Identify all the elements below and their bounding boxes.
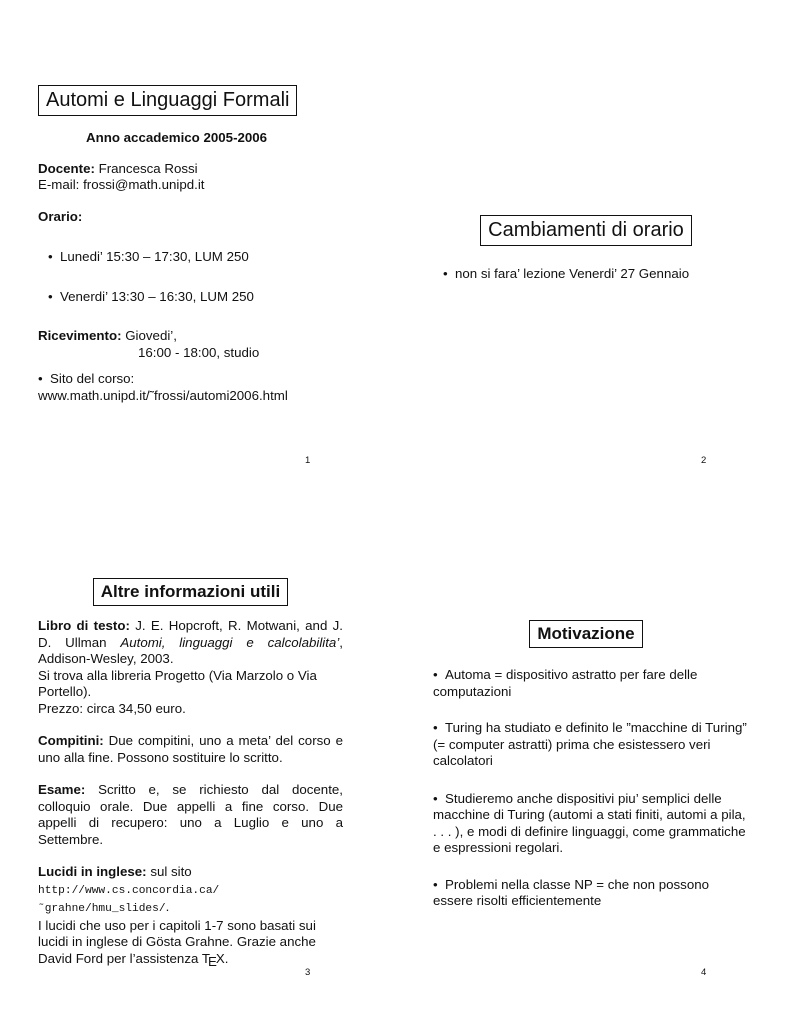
libro-paragraph: Libro di testo: J. E. Hopcroft, R. Motwani, and J. D. Ullman Automi, linguaggi e calcolabilita’, Addison-Wesley, 2003. xyxy=(38,618,343,666)
libro-title: Automi, linguaggi e calcolabilita’ xyxy=(120,634,340,650)
docente-label: Docente: xyxy=(38,160,95,176)
motivazione-item-2: • Turing ha studiato e definito le ”macchine di Turing” (= computer astratti) prima che esistessero veri calcolatori xyxy=(433,720,747,768)
orario-item-2: • Venerdi’ 13:30 – 16:30, LUM 250 xyxy=(48,288,254,304)
ricevimento-time: 16:00 - 18:00, studio xyxy=(138,344,260,360)
slide-3 xyxy=(38,578,343,967)
ricevimento-label: Ricevimento: xyxy=(38,328,122,343)
slide-4-title: Motivazione xyxy=(529,620,642,648)
ricevimento-day: Giovedi’, xyxy=(125,328,177,343)
motivazione-item-3: • Studieremo anche dispositivi piu’ semplici delle macchine di Turing (automi a stati finiti, automi a pila, . . . ), e modi di definire linguaggi, come grammatiche e espressioni regolari. xyxy=(433,790,746,855)
bullet-icon: • xyxy=(48,249,53,264)
slide-4 xyxy=(433,620,749,910)
bullet-icon: • xyxy=(433,667,438,682)
page-number-3: 3 xyxy=(305,967,311,978)
ricevimento-line xyxy=(38,328,343,345)
bullet-icon: • xyxy=(38,371,43,386)
page-number-4: 4 xyxy=(701,967,707,978)
orario-label: Orario: xyxy=(38,208,83,224)
bullet-icon: • xyxy=(433,790,438,806)
slide-2-title: Cambiamenti di orario xyxy=(480,215,692,246)
bullet-icon: • xyxy=(433,720,438,735)
sito-line: • Sito del corso: xyxy=(38,371,135,386)
libro-where: Si trova alla libreria Progetto (Via Marzolo o Via Portello). xyxy=(38,667,317,699)
sito-url: www.math.unipd.it/˜frossi/automi2006.html xyxy=(38,387,288,403)
cambiamenti-item: • non si fara’ lezione Venerdi’ 27 Gennaio xyxy=(443,266,690,281)
motivazione-item-1: • Automa = dispositivo astratto per fare delle computazioni xyxy=(433,667,698,699)
docente-line xyxy=(38,161,343,178)
lucidi-paragraph: Lucidi in inglese: sul sito http://www.cs.concordia.ca/˜grahne/hmu_slides/. I lucidi che uso per i capitoli 1-7 sono basati sui lucidi in inglese di Gösta Grahne. Grazie anche David Ford per l’assistenza TEX. xyxy=(38,864,316,969)
slide-2 xyxy=(433,215,749,283)
libro-label: Libro di testo: xyxy=(38,618,130,633)
bullet-icon: • xyxy=(433,876,438,892)
slide-3-title: Altre informazioni utili xyxy=(93,578,288,606)
esame-label: Esame: xyxy=(38,782,86,797)
slide-1-title: Automi e Linguaggi Formali xyxy=(38,85,297,116)
bullet-icon: • xyxy=(48,288,53,304)
docente-name: Francesca Rossi xyxy=(98,160,198,176)
libro-price: Prezzo: circa 34,50 euro. xyxy=(38,700,186,716)
slide-1 xyxy=(38,85,343,404)
esame-paragraph: Esame: Scritto e, se richiesto dal docente, colloquio orale. Due appelli a fine corso. Due appelli di recupero: uno a Luglio e uno a Settembre. xyxy=(38,782,343,847)
academic-year: Anno accademico 2005-2006 xyxy=(86,130,268,145)
page-number-2: 2 xyxy=(701,455,707,466)
compitini-label: Compitini: xyxy=(38,733,104,748)
tex-logo: TEX xyxy=(201,950,225,969)
lucidi-label: Lucidi in inglese: xyxy=(38,864,147,879)
motivazione-item-4: • Problemi nella classe NP = che non possono essere risolti efficientemente xyxy=(433,876,710,908)
lucidi-url: http://www.cs.concordia.ca/˜grahne/hmu_slides/ xyxy=(38,884,220,915)
email-line: E-mail: frossi@math.unipd.it xyxy=(38,177,205,192)
orario-item-1: • Lunedi’ 15:30 – 17:30, LUM 250 xyxy=(48,249,249,264)
compitini-paragraph: Compitini: Due compitini, uno a meta’ del corso e uno alla fine. Possono sostituire lo scritto. xyxy=(38,733,343,765)
page-number-1: 1 xyxy=(305,455,311,466)
bullet-icon: • xyxy=(443,266,448,281)
